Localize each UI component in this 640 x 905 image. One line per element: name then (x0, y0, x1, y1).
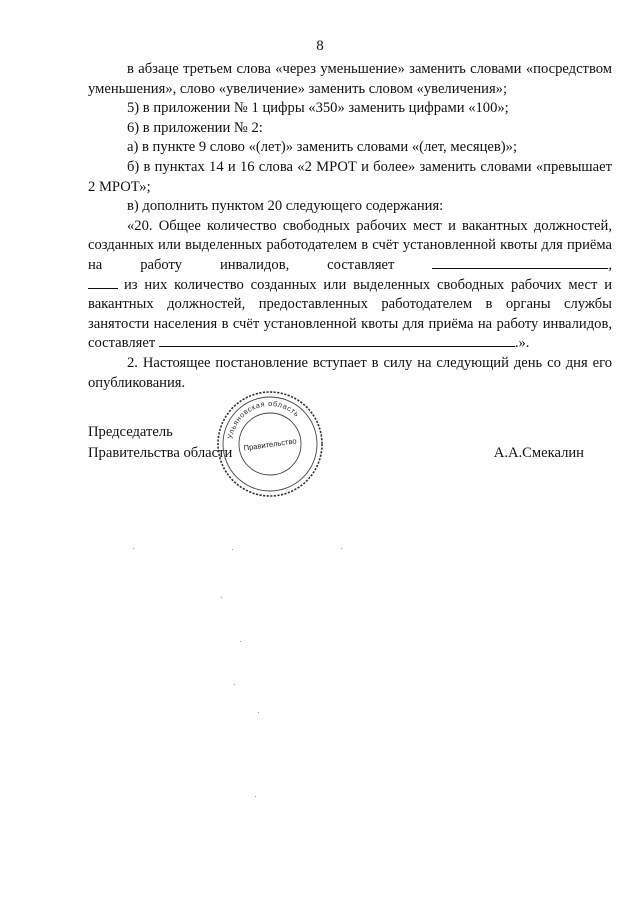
svg-text:Ульяновская область (225, 399, 301, 440)
item-20-text: «20. Общее количество свободных рабочих мест и вакантных должностей, созданных или выделенных работодателем в счёт установленной квоты для приёма на работу инвалидов, составляет (88, 217, 612, 273)
scan-speck (234, 684, 235, 685)
signatory-title-line2: Правительства области (88, 445, 233, 461)
paragraph-subitem-b: б) в пунктах 14 и 16 слова «2 МРОТ и более» заменить словами «превышает 2 МРОТ»; (88, 158, 612, 195)
scan-speck (133, 548, 134, 549)
paragraph-item-20 (88, 217, 612, 276)
item-20-cont-end: .». (514, 335, 530, 352)
paragraph-subitem-v: в) дополнить пунктом 20 следующего содержания: (127, 198, 444, 215)
scan-speck (258, 712, 259, 713)
signature-block (88, 422, 612, 464)
fill-in-blank-leading (88, 276, 118, 289)
item-20-cont-text: из них количество созданных или выделенных свободных рабочих мест и вакантных должностей, предоставленных работодателем в органы службы занятости населения в счёт установленной квоты для приёма на работу инвалидов, составляет (88, 276, 612, 352)
paragraph-subitem-a: а) в пункте 9 слово «(лет)» заменить словами «(лет, месяцев)»; (127, 139, 518, 156)
signatory-title-line1: Председатель (88, 424, 173, 440)
scan-speck (341, 548, 342, 549)
page-number: 8 (316, 38, 324, 54)
paragraph-item-20-continued (88, 276, 612, 354)
scan-speck (240, 641, 241, 642)
official-seal-stamp (214, 388, 326, 500)
fill-in-blank (432, 256, 608, 269)
seal-ring-text: Ульяновская область (225, 398, 302, 440)
scan-speck (232, 549, 233, 550)
document-body (88, 60, 612, 393)
signatory-name: А.А.Смекалин (493, 445, 584, 461)
seal-center-text: Правительство (243, 436, 298, 453)
scan-speck (255, 796, 256, 797)
paragraph-entry-into-force: 2. Настоящее постановление вступает в силу на следующий день со дня его опубликования. (88, 354, 612, 391)
paragraph-item-6: 6) в приложении № 2: (127, 119, 263, 136)
fill-in-blank-long (159, 334, 515, 347)
item-20-end: , (608, 256, 612, 273)
paragraph-item-5: 5) в приложении № 1 цифры «350» заменить цифрами «100»; (127, 100, 509, 117)
paragraph-abzac: в абзаце третьем слова «через уменьшение» заменить словами «посредством уменьшения», слово «увеличение» заменить словом «увеличения»; (88, 61, 612, 97)
scan-speck (221, 597, 222, 598)
